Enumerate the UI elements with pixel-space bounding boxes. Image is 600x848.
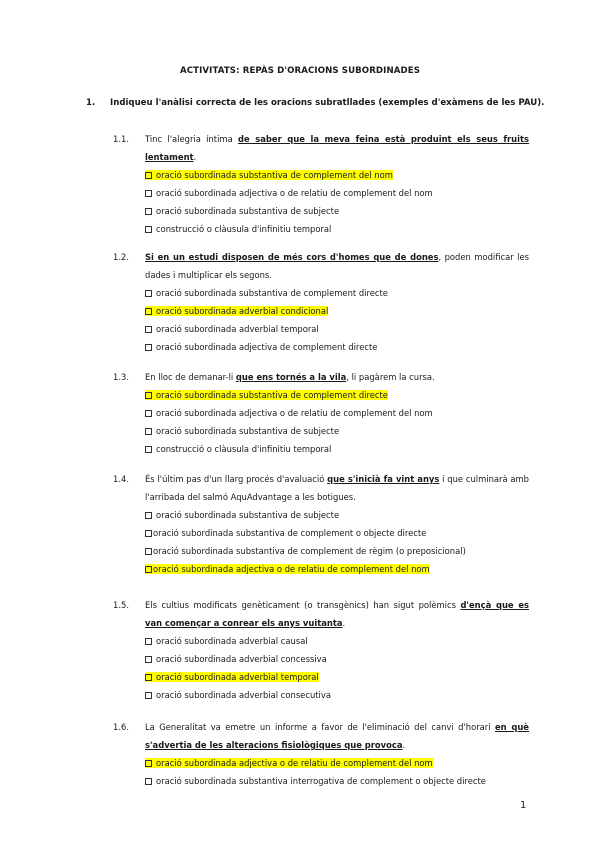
option-label: oració subordinada adverbial consecutiva: [156, 690, 331, 700]
answer-option[interactable]: [145, 220, 529, 238]
option-label: oració subordinada adjectiva de complement directe: [156, 342, 378, 352]
underlined-clause: Si en un estudi disposen de més cors d'homes que de dones: [145, 252, 439, 262]
answer-option[interactable]: [145, 542, 529, 560]
question-stem: [145, 718, 529, 754]
checkbox-icon[interactable]: [145, 172, 152, 179]
checkbox-icon[interactable]: [145, 190, 152, 197]
option-label: oració subordinada adverbial concessiva: [156, 654, 327, 664]
question-number: 1.6.: [113, 722, 129, 732]
answer-option[interactable]: [145, 386, 529, 404]
question-number: 1.5.: [113, 600, 129, 610]
question-6: [113, 718, 529, 790]
question-3: [113, 368, 529, 458]
checkbox-icon[interactable]: [145, 692, 152, 699]
section-instruction: Indiqueu l'anàlisi correcta de les oracions subratllades (exemples d'exàmens de les PAU).: [110, 98, 545, 108]
stem-text: Els cultius modificats genèticament (o transgènics) han sigut polèmics: [145, 600, 461, 610]
answer-option[interactable]: [145, 650, 529, 668]
answer-option[interactable]: [145, 632, 529, 650]
checkbox-icon[interactable]: [145, 530, 152, 537]
question-4: [113, 470, 529, 578]
page-number: 1: [520, 800, 527, 811]
answer-option[interactable]: [145, 202, 529, 220]
checkbox-icon[interactable]: [145, 410, 152, 417]
answer-option[interactable]: [145, 754, 529, 772]
checkbox-icon[interactable]: [145, 344, 152, 351]
question-2: [113, 248, 529, 356]
stem-text: És l'últim pas d'un llarg procés d'avaluació: [145, 474, 328, 484]
checkbox-icon[interactable]: [145, 308, 152, 315]
option-label: oració subordinada adverbial causal: [156, 636, 308, 646]
option-label: oració subordinada substantiva de subjecte: [156, 206, 340, 216]
checkbox-icon[interactable]: [145, 566, 152, 573]
stem-text: Tinc l'alegria íntima: [145, 134, 239, 144]
answer-option[interactable]: [145, 506, 529, 524]
question-stem: [145, 596, 529, 632]
question-number: 1.4.: [113, 474, 129, 484]
option-label: oració subordinada substantiva de complement del nom: [156, 170, 393, 180]
question-number: 1.1.: [113, 134, 129, 144]
checkbox-icon[interactable]: [145, 226, 152, 233]
checkbox-icon[interactable]: [145, 392, 152, 399]
underlined-clause: de saber que la meva feina està produint els seus fruits lentament: [145, 134, 529, 162]
underlined-clause: que ens tornés a la vila: [235, 372, 347, 382]
option-label: oració subordinada substantiva de subjecte: [156, 426, 340, 436]
checkbox-icon[interactable]: [145, 548, 152, 555]
underlined-clause: que s'inicià fa vint anys: [327, 474, 440, 484]
option-label: oració subordinada adverbial temporal: [156, 672, 319, 682]
answer-option[interactable]: [145, 284, 529, 302]
answer-option[interactable]: [145, 440, 529, 458]
stem-text: .: [193, 152, 197, 162]
answer-option[interactable]: [145, 166, 529, 184]
checkbox-icon[interactable]: [145, 428, 152, 435]
answer-option[interactable]: [145, 686, 529, 704]
answer-option[interactable]: [145, 184, 529, 202]
option-label: oració subordinada adjectiva o de relatiu de complement del nom: [156, 188, 433, 198]
checkbox-icon[interactable]: [145, 208, 152, 215]
checkbox-icon[interactable]: [145, 290, 152, 297]
question-number: 1.3.: [113, 372, 129, 382]
stem-text: , poden modificar les dades i multiplicar els segons.: [145, 252, 529, 280]
section-number: 1.: [86, 98, 96, 108]
answer-option[interactable]: [145, 404, 529, 422]
stem-text: .: [402, 740, 406, 750]
option-label: oració subordinada substantiva de complement o objecte directe: [153, 528, 427, 538]
answer-option[interactable]: [145, 302, 529, 320]
answer-option[interactable]: [145, 668, 529, 686]
option-label: construcció o clàusula d'infinitiu temporal: [156, 224, 332, 234]
answer-option[interactable]: [145, 338, 529, 356]
checkbox-icon[interactable]: [145, 778, 152, 785]
option-label: oració subordinada adjectiva o de relatiu de complement del nom: [153, 564, 430, 574]
stem-text: i que culminarà amb l'arribada del salmó AquAdvantage a les botigues.: [145, 474, 529, 502]
option-label: oració subordinada adverbial condicional: [156, 306, 329, 316]
checkbox-icon[interactable]: [145, 656, 152, 663]
option-label: oració subordinada adjectiva o de relatiu de complement del nom: [156, 758, 433, 768]
page-title: ACTIVITATS: REPÀS D'ORACIONS SUBORDINADES: [180, 66, 420, 76]
option-label: oració subordinada substantiva de subjecte: [156, 510, 340, 520]
question-stem: [145, 470, 529, 506]
checkbox-icon[interactable]: [145, 638, 152, 645]
question-number: 1.2.: [113, 252, 129, 262]
question-1: [113, 130, 529, 238]
option-label: construcció o clàusula d'infinitiu temporal: [156, 444, 332, 454]
answer-option[interactable]: [145, 320, 529, 338]
option-label: oració subordinada substantiva de complement directe: [156, 288, 388, 298]
stem-text: La Generalitat va emetre un informe a favor de l'eliminació del canvi d'horari: [145, 722, 495, 732]
option-label: oració subordinada substantiva de complement de règim (o preposicional): [153, 546, 466, 556]
checkbox-icon[interactable]: [145, 326, 152, 333]
answer-option[interactable]: [145, 524, 529, 542]
stem-text: En lloc de demanar-li: [145, 372, 236, 382]
stem-text: .: [342, 618, 346, 628]
question-stem: [145, 130, 529, 166]
question-5: [113, 596, 529, 704]
answer-option[interactable]: [145, 772, 529, 790]
answer-option[interactable]: [145, 422, 529, 440]
checkbox-icon[interactable]: [145, 760, 152, 767]
checkbox-icon[interactable]: [145, 512, 152, 519]
checkbox-icon[interactable]: [145, 446, 152, 453]
option-label: oració subordinada adverbial temporal: [156, 324, 319, 334]
checkbox-icon[interactable]: [145, 674, 152, 681]
question-stem: [145, 368, 529, 386]
option-label: oració subordinada adjectiva o de relatiu de complement del nom: [156, 408, 433, 418]
answer-option[interactable]: [145, 560, 529, 578]
question-stem: [145, 248, 529, 284]
underlined-clause: d'ençà que es van començar a conrear els anys vuitanta: [145, 600, 529, 628]
stem-text: , li pagàrem la cursa.: [346, 372, 435, 382]
option-label: oració subordinada substantiva de complement directe: [156, 390, 388, 400]
underlined-clause: en què s'advertia de les alteracions fisiològiques que provoca: [145, 722, 529, 750]
option-label: oració subordinada substantiva interrogativa de complement o objecte directe: [156, 776, 486, 786]
